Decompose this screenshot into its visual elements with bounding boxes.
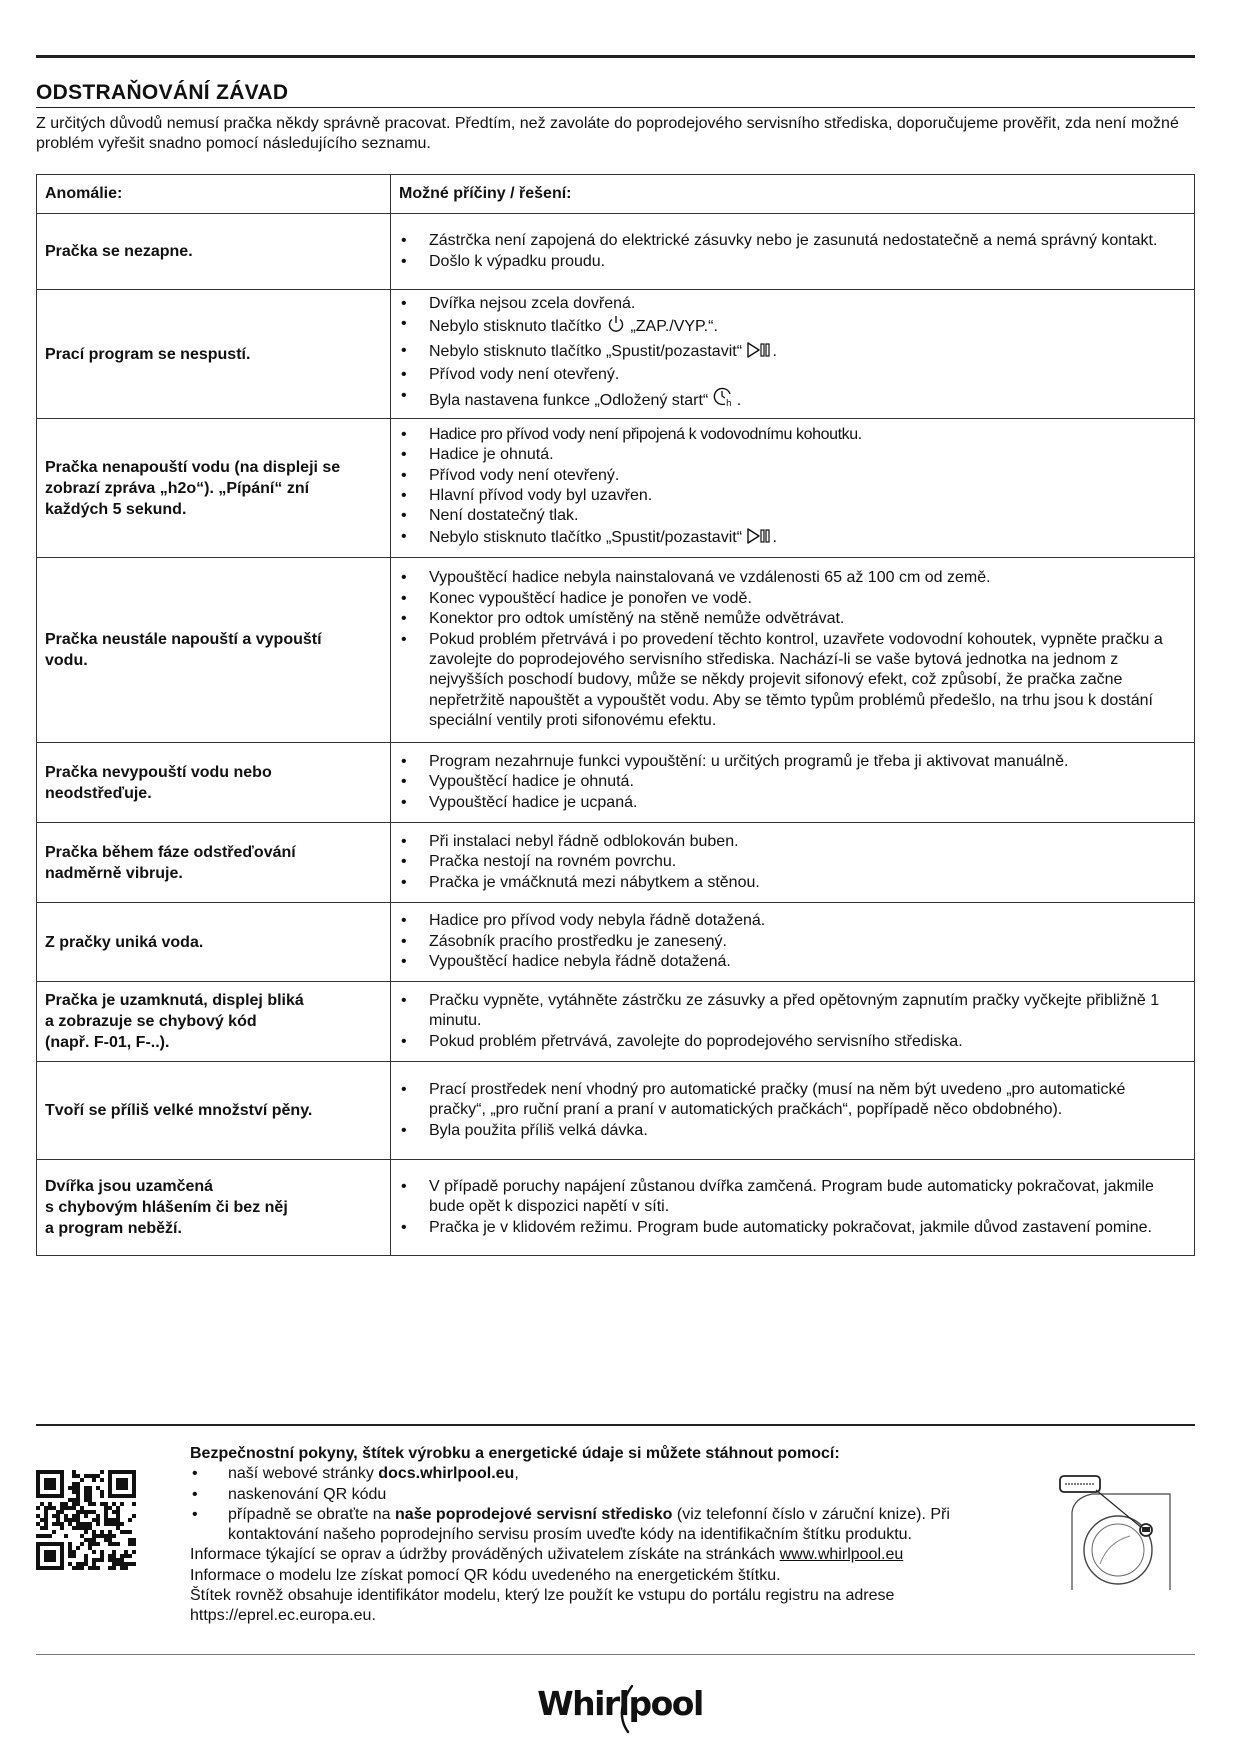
page-title: ODSTRAŇOVÁNÍ ZÁVAD (36, 80, 1195, 108)
cause-item: • Zásobník pracího prostředku je zanesený. (399, 932, 1186, 952)
footer-text: Informace týkající se oprav a údržby prováděných uživatelem získáte na stránkách (190, 1546, 780, 1564)
cause-item: • Nebylo stisknuto tlačítko „Spustit/pozastavit“ . (399, 341, 1186, 365)
cause-item: • Nebylo stisknuto tlačítko „Spustit/pozastavit“ . (399, 527, 1186, 551)
cause-item: • Zástrčka není zapojená do elektrické zásuvky nebo je zasunutá nedostatečně a nemá správný kontakt. (399, 231, 1186, 251)
cause-item: • Pokud problém přetrvává, zavolejte do poprodejového servisního střediska. (399, 1032, 1186, 1052)
section-header (36, 80, 1195, 154)
anomaly-cell: Pračka nevypouští vodu nebo neodstřeďuje. (37, 743, 391, 823)
causes-cell (391, 743, 1195, 823)
cause-item: • Dvířka nejsou zcela dovřená. (399, 294, 1186, 314)
cause-item: • Hadice je ohnutá. (399, 445, 1186, 465)
causes-cell (391, 558, 1195, 743)
power-button-label: „ZAP./VYP.“. (630, 318, 718, 336)
cause-text: Nebylo stisknuto tlačítko „Spustit/pozastavit“ (429, 528, 743, 546)
anomaly-cell: Prací program se nespustí. (37, 290, 391, 419)
cause-item: • Hadice pro přívod vody nebyla řádně dotažená. (399, 911, 1186, 931)
intro-text: Z určitých důvodů nemusí pračka někdy správně pracovat. Předtím, než zavoláte do poprodejového servisního střediska, doporučujeme prověřit, zda není možné problém vyřešit snadno pomocí následujícího seznamu. (36, 115, 1179, 152)
cause-item (399, 314, 1186, 340)
anomaly-cell: Pračka je uzamknutá, displej bliká a zobrazuje se chybový kód (např. F-01, F-..). (37, 982, 391, 1062)
table-row (37, 982, 1195, 1062)
svg-text:h: h (725, 398, 732, 408)
footer-list-item (190, 1505, 1030, 1546)
causes-cell (391, 1160, 1195, 1256)
qr-code[interactable] (36, 1470, 136, 1570)
table-row (37, 1160, 1195, 1256)
power-icon (606, 314, 626, 340)
cause-item: • Konec vypouštěcí hadice je ponořen ve vodě. (399, 589, 1186, 609)
cause-item: • Pračka nestojí na rovném povrchu. (399, 852, 1186, 872)
cause-text: Nebylo stisknuto tlačítko (429, 318, 602, 336)
table-row (37, 214, 1195, 290)
table-row (37, 823, 1195, 903)
footer-text: , (514, 1465, 519, 1483)
cause-text: Nebylo stisknuto tlačítko „Spustit/pozastavit“ (429, 342, 743, 360)
cause-item: • Přívod vody není otevřený. (399, 466, 1186, 486)
table-row (37, 1062, 1195, 1160)
causes-cell (391, 903, 1195, 982)
footer-text: (viz telefonní číslo v záruční knize). Při kontaktování našeho poprodejního servisu prosím uveďte kódy na identifikačním štítku produktu. (228, 1505, 950, 1544)
anomaly-cell: Pračka neustále napouští a vypouští vodu. (37, 558, 391, 743)
cause-item: • Program nezahrnuje funkci vypouštění: u určitých programů je třeba ji aktivovat manuálně. (399, 752, 1186, 772)
table-row (37, 558, 1195, 743)
top-rule (36, 55, 1195, 58)
cause-item: • Hadice pro přívod vody není připojená k vodovodnímu kohoutku. (399, 425, 1186, 445)
start-pause-icon (746, 527, 772, 551)
causes-cell (391, 290, 1195, 419)
cause-item: • Konektor pro odtok umístěný na stěně nemůže odvětrávat. (399, 609, 1186, 629)
cause-item: • Vypouštěcí hadice nebyla nainstalovaná ve vzdálenosti 65 až 100 cm od země. (399, 568, 1186, 588)
anomaly-cell: Tvoří se příliš velké množství pěny. (37, 1062, 391, 1160)
footer-top-rule (36, 1424, 1195, 1426)
whirlpool-logo (520, 1678, 720, 1738)
column-header-causes: Možné příčiny / řešení: (391, 175, 1195, 214)
footer-info (190, 1444, 1030, 1627)
delay-start-icon (713, 386, 737, 414)
cause-item: • Došlo k výpadku proudu. (399, 252, 1186, 272)
causes-cell (391, 982, 1195, 1062)
cause-item: • Pokud problém přetrvává i po provedení těchto kontrol, uzavřete vodovodní kohoutek, vypněte pračku a zavolejte do poprodejového servisního střediska. Nachází-li se vaše bytová jednotka na jednom z nejvyšších poschodí budovy, může se někdy projevit sifonový efekt, což způsobí, že pračka začne nepřetržitě napouštět a vypouštět vodu. Aby se těmto typům problémů předešlo, na trhu jsou k dostání speciální ventily proti sifonovému efektu. (399, 630, 1186, 732)
cause-item: • Není dostatečný tlak. (399, 506, 1186, 526)
cause-item: • Pračka je vmáčknutá mezi nábytkem a stěnou. (399, 873, 1186, 893)
cause-text: Byla nastavena funkce „Odložený start“ (429, 391, 709, 409)
anomaly-cell: Z pračky uniká voda. (37, 903, 391, 982)
docs-link[interactable]: docs.whirlpool.eu (378, 1465, 515, 1483)
causes-cell (391, 823, 1195, 903)
brand-name: Whirlpool (537, 1684, 703, 1723)
table-row (37, 743, 1195, 823)
eprel-info-line: Štítek rovněž obsahuje identifikátor modelu, který lze použít ke vstupu do portálu registru na adrese https://eprel.ec.europa.eu. (190, 1587, 895, 1625)
cause-item: • Hlavní přívod vody byl uzavřen. (399, 486, 1186, 506)
repair-info-line (190, 1545, 1030, 1565)
cause-item: • Vypouštěcí hadice je ohnutá. (399, 772, 1186, 792)
cause-item: • Prací prostředek není vhodný pro automatické pračky (musí na něm být uvedeno „pro automatické pračky“, „pro ruční praní a praní v automatických pračkách“, popřípadě něco obdobného). (399, 1080, 1186, 1121)
start-pause-icon (746, 341, 772, 365)
causes-cell (391, 1062, 1195, 1160)
cause-item: • V případě poruchy napájení zůstanou dvířka zamčená. Program bude automaticky pokračovat, jakmile bude opět k dispozici napětí v síti. (399, 1177, 1186, 1218)
cause-item: • Přívod vody není otevřený. (399, 365, 1186, 385)
cause-item: • Byla nastavena funkce „Odložený start“ h . (399, 386, 1186, 414)
table-row (37, 290, 1195, 419)
washer-label-illustration (1052, 1472, 1178, 1592)
table-header-row (37, 175, 1195, 214)
model-info-line: Informace o modelu lze získat pomocí QR kódu uvedeného na energetickém štítku. (190, 1566, 781, 1584)
footer-bottom-rule (36, 1654, 1195, 1655)
cause-item: • Vypouštěcí hadice nebyla řádně dotažená. (399, 952, 1186, 972)
footer-list-item: • naskenování QR kódu (190, 1485, 1030, 1505)
footer-text: naší webové stránky (228, 1465, 379, 1483)
footer-list-item (190, 1464, 1030, 1484)
whirlpool-link[interactable]: www.whirlpool.eu (779, 1546, 904, 1564)
footer-heading: Bezpečnostní pokyny, štítek výrobku a energetické údaje si můžete stáhnout pomocí: (190, 1445, 840, 1462)
cause-item: • Byla použita příliš velká dávka. (399, 1121, 1186, 1141)
anomaly-cell: Dvířka jsou uzamčená s chybovým hlášením či bez něj a program neběží. (37, 1160, 391, 1256)
cause-item: • Vypouštěcí hadice je ucpaná. (399, 793, 1186, 813)
logo-swirl (520, 1678, 720, 1738)
cause-item: • Pračka je v klidovém režimu. Program bude automaticky pokračovat, jakmile důvod zastavení pomine. (399, 1218, 1186, 1238)
service-center-text: naše poprodejové servisní středisko (395, 1505, 673, 1523)
column-header-anomalies: Anomálie: (37, 175, 391, 214)
cause-item: • Pračku vypněte, vytáhněte zástrčku ze zásuvky a před opětovným zapnutím pračky vyčkejte přibližně 1 minutu. (399, 991, 1186, 1032)
causes-cell (391, 419, 1195, 558)
anomaly-cell: Pračka se nezapne. (37, 214, 391, 290)
troubleshooting-table (36, 174, 1195, 1256)
anomaly-cell: Pračka nenapouští vodu (na displeji se zobrazí zpráva „h2o“). „Pípání“ zní každých 5 sekund. (37, 419, 391, 558)
anomaly-cell: Pračka během fáze odstřeďování nadměrně vibruje. (37, 823, 391, 903)
causes-cell (391, 214, 1195, 290)
cause-item: • Při instalaci nebyl řádně odblokován buben. (399, 832, 1186, 852)
table-row (37, 903, 1195, 982)
footer-text: případně se obraťte na (228, 1505, 396, 1523)
table-row (37, 419, 1195, 558)
